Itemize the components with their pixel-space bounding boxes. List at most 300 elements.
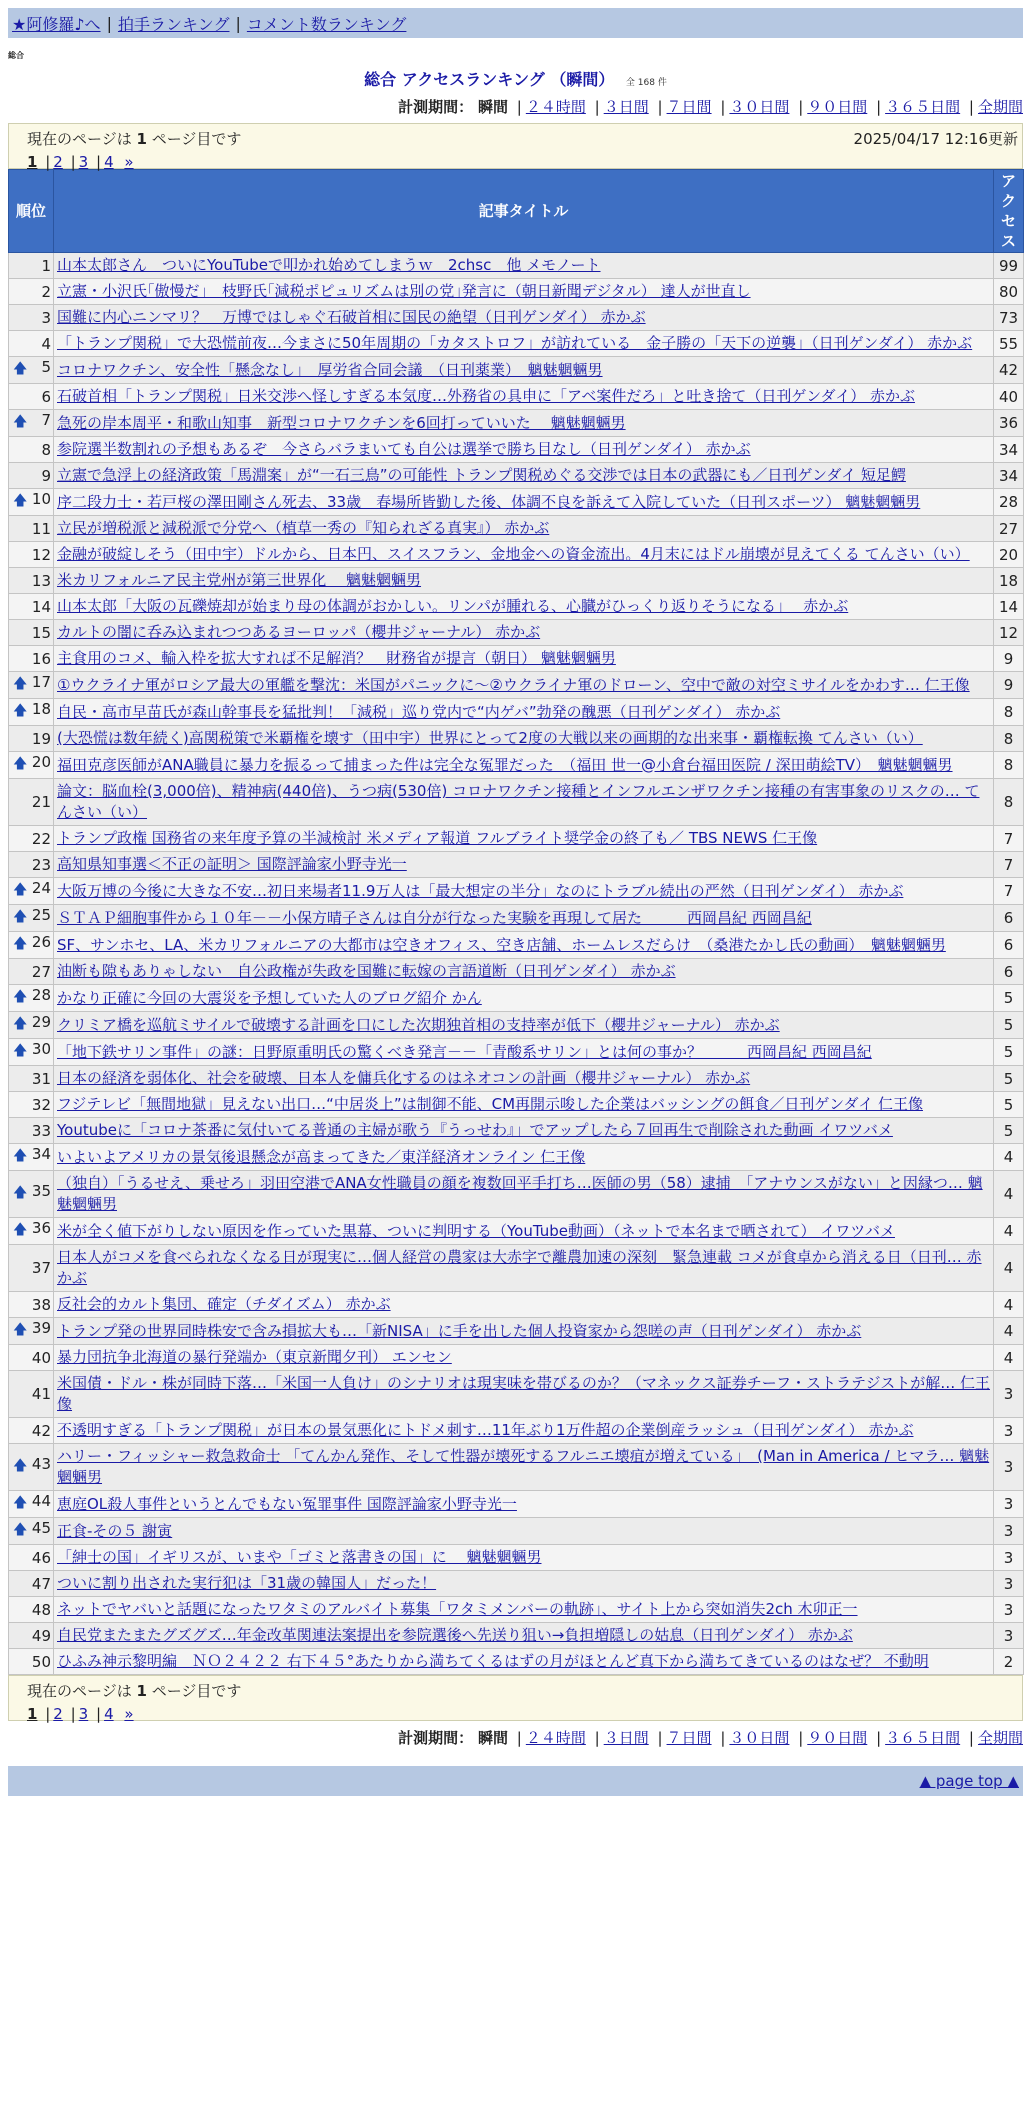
title-cell [54, 1444, 994, 1491]
table-row [9, 1649, 1024, 1675]
rank-number: 38 [31, 1295, 51, 1314]
access-count: 4 [994, 1245, 1024, 1292]
arrow-up-icon: 🡅 [13, 909, 28, 925]
page-links: 1 | 2 | 3 | 4 » [27, 1705, 134, 1723]
access-count: 20 [994, 542, 1024, 568]
rank-cell [9, 594, 54, 620]
page-info: 現在のページは 1 ページ目です [27, 1682, 242, 1700]
title-cell [54, 1245, 994, 1292]
access-count: 5 [994, 1066, 1024, 1092]
period-label: 計測期間： [398, 1729, 474, 1747]
rank-cell [9, 959, 54, 985]
page-title [0, 67, 1031, 90]
article-title-link[interactable]: 日本人がコメを食べられなくなる日が現実に…個人経営の農家は大赤字で離農加速の深刻 緊急連載 コメが食卓から消える日（日刊… 赤かぶ [57, 1248, 982, 1287]
rank-number: 28 [31, 986, 51, 1004]
rank-cell [9, 646, 54, 672]
arrow-up-icon: 🡅 [13, 1222, 28, 1238]
period-365d-link[interactable]: ３６５日間 [885, 98, 961, 116]
rank-cell [9, 779, 54, 826]
article-title-link[interactable]: 暴力団抗争北海道の暴行発端か（東京新聞夕刊） エンセン [57, 1348, 452, 1366]
rank-cell [9, 410, 54, 437]
access-count: 34 [994, 437, 1024, 463]
title-cell [54, 752, 994, 779]
rank-cell [9, 1545, 54, 1571]
rank-cell [9, 1371, 54, 1418]
rank-number: 41 [31, 1385, 51, 1403]
article-title-link[interactable]: カルトの闇に呑み込まれつつあるヨーロッパ（櫻井ジャーナル） 赤かぶ [57, 623, 541, 641]
rank-number: 15 [31, 623, 51, 642]
table-row [9, 1345, 1024, 1371]
rank-number: 23 [31, 855, 51, 874]
title-cell [54, 542, 994, 568]
rank-number: 30 [31, 1040, 51, 1058]
top-nav-comment-ranking-link[interactable]: コメント数ランキング [246, 14, 407, 34]
arrow-up-icon: 🡅 [13, 493, 28, 509]
period-90d-link[interactable]: ９０日間 [807, 98, 868, 116]
rank-cell [9, 1171, 54, 1218]
table-row [9, 699, 1024, 726]
arrow-up-icon: 🡅 [13, 882, 28, 898]
article-title-link[interactable]: 「紳士の国」イギリスが、いまや「ゴミと落書きの国」に 魑魅魍魎男 [57, 1548, 542, 1566]
table-row [9, 542, 1024, 568]
access-count: 6 [994, 959, 1024, 985]
table-row [9, 1012, 1024, 1039]
rank-cell [9, 279, 54, 305]
access-count: 3 [994, 1571, 1024, 1597]
table-row [9, 516, 1024, 542]
title-cell [54, 646, 994, 672]
article-title-link[interactable]: 急死の岸本周平・和歌山知事 新型コロナワクチンを6回打っていいた 魑魅魍魎男 [57, 413, 626, 432]
access-count: 73 [994, 305, 1024, 331]
rank-number: 24 [31, 879, 51, 897]
article-title-link[interactable]: SF、サンホセ、LA、米カリフォルニアの大都市は空きオフィス、空き店舗、ホームレスだらけ （桑港たかし氏の動画） 魑魅魍魎男 [57, 935, 946, 954]
access-count: 4 [994, 1218, 1024, 1245]
rank-cell [9, 542, 54, 568]
rank-cell [9, 1444, 54, 1491]
rank-cell [9, 1292, 54, 1318]
table-row [9, 672, 1024, 699]
table-row [9, 826, 1024, 852]
nav-separator: | [106, 13, 112, 33]
article-title-link[interactable]: 自民・高市早苗氏が森山幹事長を猛批判！「減税」巡り党内で“内ゲバ”勃発の醜悪（日刊ゲンダイ） 赤かぶ [57, 702, 781, 721]
rank-cell [9, 1571, 54, 1597]
article-title-link[interactable]: 国難に内心ニンマリ？ 万博ではしゃぐ石破首相に国民の絶望（日刊ゲンダイ） 赤かぶ [57, 308, 646, 326]
access-count: 3 [994, 1518, 1024, 1545]
access-count: 3 [994, 1545, 1024, 1571]
rank-number: 43 [31, 1455, 51, 1473]
access-count: 5 [994, 1039, 1024, 1066]
article-title-link[interactable]: 日本の経済を弱体化、社会を破壊、日本人を傭兵化するのはネオコンの計画（櫻井ジャーナル） 赤かぶ [57, 1069, 751, 1087]
rank-cell [9, 932, 54, 959]
article-title-link[interactable]: 油断も隙もありゃしない 自公政権が失政を国難に転嫁の言語道断（日刊ゲンダイ） 赤かぶ [57, 962, 676, 980]
table-row [9, 1491, 1024, 1518]
table-row [9, 1118, 1024, 1144]
article-title-link[interactable]: 米カリフォルニア民主党州が第三世界化 魑魅魍魎男 [57, 571, 422, 589]
rank-number: 45 [31, 1519, 51, 1537]
article-title-link[interactable]: 序二段力士・若戸桜の澤田剛さん死去、33歳 春場所皆勤した後、体調不良を訴えて入院していた（日刊スポーツ） 魑魅魍魎男 [57, 492, 921, 511]
title-cell [54, 1649, 994, 1675]
page-current: 1 [27, 1705, 38, 1723]
title-cell [54, 594, 994, 620]
rank-number: 1 [41, 256, 51, 275]
rank-cell [9, 620, 54, 646]
rank-number: 27 [31, 962, 51, 981]
table-row [9, 1371, 1024, 1418]
article-title-link[interactable]: 不透明すぎる「トランプ関税」が日本の景気悪化にトドメ刺す…11年ぶり1万件超の企業倒産ラッシュ（日刊ゲンダイ） 赤かぶ [57, 1421, 914, 1439]
article-title-link[interactable]: ハリー・フィッシャー救急救命士 「てんかん発作、そして性器が壊死するフルニエ壊疽が増えている」 (Man in America / ヒマラ… 魑魅魍魎男 [57, 1447, 990, 1486]
access-count: 42 [994, 357, 1024, 384]
arrow-up-icon: 🡅 [13, 414, 28, 430]
rank-cell [9, 1345, 54, 1371]
rank-number: 6 [41, 387, 51, 406]
access-count: 3 [994, 1597, 1024, 1623]
ranking-table [8, 169, 1024, 1675]
table-row [9, 410, 1024, 437]
rank-cell [9, 905, 54, 932]
period-7d-link[interactable]: ７日間 [666, 1729, 712, 1747]
access-count: 3 [994, 1491, 1024, 1518]
title-cell [54, 672, 994, 699]
article-title-link[interactable]: いよいよアメリカの景気後退懸念が高まってきた／東洋経済オンライン 仁王像 [57, 1147, 586, 1166]
access-count: 28 [994, 489, 1024, 516]
title-cell [54, 905, 994, 932]
article-title-link[interactable]: 金融が破綻しそう（田中宇）ドルから、日本円、スイスフラン、金地金への資金流出。4月末にはドル崩壊が見えてくる てんさい（い） [57, 545, 970, 563]
page-link-3[interactable]: 3 [78, 1705, 89, 1723]
table-row [9, 1518, 1024, 1545]
item-count: 全 168 件 [625, 78, 667, 88]
rank-cell [9, 826, 54, 852]
rank-number: 50 [31, 1652, 51, 1671]
table-row [9, 620, 1024, 646]
title-cell [54, 932, 994, 959]
page-top-link[interactable]: ▲ page top ▲ [919, 1772, 1019, 1790]
rank-number: 9 [41, 466, 51, 485]
article-title-link[interactable]: 反社会的カルト集団、確定（チダイズム） 赤かぶ [57, 1295, 391, 1313]
title-cell [54, 305, 994, 331]
article-title-link[interactable]: 恵庭OL殺人事件というとんでもない冤罪事件 国際評論家小野寺光一 [57, 1494, 517, 1513]
article-title-link[interactable]: ネットでヤバいと話題になったワタミのアルバイト募集「ワタミメンバーの軌跡」、サイト上から突如消失2ch 木卯正一 [57, 1600, 858, 1618]
page-link-3[interactable]: 3 [78, 153, 89, 171]
access-count: 6 [994, 932, 1024, 959]
rank-cell [9, 384, 54, 410]
table-row [9, 985, 1024, 1012]
rank-number: 48 [31, 1600, 51, 1619]
period-30d-link[interactable]: ３０日間 [729, 98, 790, 116]
rank-cell [9, 726, 54, 752]
title-cell [54, 331, 994, 357]
title-cell [54, 1292, 994, 1318]
table-row [9, 1597, 1024, 1623]
rank-number: 8 [41, 440, 51, 459]
rank-number: 39 [31, 1319, 51, 1337]
page-next-link[interactable]: » [124, 1705, 134, 1723]
header-access: アクセス [994, 170, 1024, 253]
article-title-link[interactable]: ＳＴＡＰ細胞事件から１０年－－小保方晴子さんは自分が行なった実験を再現して居た 西岡昌紀 西岡昌紀 [57, 908, 812, 927]
pager-top [8, 123, 1023, 169]
rank-number: 21 [31, 793, 51, 811]
access-count: 3 [994, 1623, 1024, 1649]
article-title-link[interactable]: 論文：脳血栓(3,000倍)、精神病(440倍)、うつ病(530倍) コロナワクチン接種とインフルエンザワクチン接種の有害事象のリスクの… てんさい（い） [57, 782, 980, 821]
access-count: 9 [994, 672, 1024, 699]
title-cell [54, 1491, 994, 1518]
rank-cell [9, 1318, 54, 1345]
article-title-link[interactable]: 正食-その５ 謝寅 [57, 1521, 173, 1540]
article-title-link[interactable]: トランプ政権 国務省の来年度予算の半減検討 米メディア報道 フルブライト奨学金の終了も／ TBS NEWS 仁王像 [57, 829, 818, 847]
page-link-2[interactable]: 2 [53, 1705, 63, 1723]
title-cell [54, 1418, 994, 1444]
access-count: 4 [994, 1318, 1024, 1345]
title-cell [54, 852, 994, 878]
period-3d-link[interactable]: ３日間 [603, 98, 649, 116]
article-title-link[interactable]: 立憲・小沢氏｢傲慢だ｣ 枝野氏｢減税ポピュリズムは別の党｣発言に（朝日新聞デジタル） 達人が世直し [57, 282, 751, 300]
title-cell [54, 1092, 994, 1118]
page-link-4[interactable]: 4 [104, 1705, 114, 1723]
title-cell [54, 1623, 994, 1649]
rank-cell [9, 752, 54, 779]
title-cell [54, 1039, 994, 1066]
category-label: 総合 [8, 51, 24, 60]
table-row [9, 594, 1024, 620]
title-cell [54, 1218, 994, 1245]
article-title-link[interactable]: 「トランプ関税」で大恐慌前夜…今まさに50年周期の「カタストロフ」が訪れている 金子勝の「天下の逆襲」（日刊ゲンダイ） 赤かぶ [57, 334, 973, 352]
rank-number: 13 [31, 571, 51, 590]
rank-number: 35 [31, 1182, 51, 1200]
rank-number: 44 [31, 1492, 51, 1510]
access-count: 5 [994, 1118, 1024, 1144]
article-title-link[interactable]: クリミア橋を巡航ミサイルで破壊する計画を口にした次期独首相の支持率が低下（櫻井ジャーナル） 赤かぶ [57, 1015, 780, 1034]
rank-number: 14 [31, 597, 51, 616]
access-count: 4 [994, 1345, 1024, 1371]
article-title-link[interactable]: トランプ発の世界同時株安で含み損拡大も…「新NISA」に手を出した個人投資家から怨嗟の声（日刊ゲンダイ） 赤かぶ [57, 1321, 862, 1340]
rank-cell [9, 489, 54, 516]
access-count: 40 [994, 384, 1024, 410]
table-row [9, 646, 1024, 672]
access-count: 55 [994, 331, 1024, 357]
arrow-up-icon: 🡅 [13, 989, 28, 1005]
rank-cell [9, 357, 54, 384]
article-title-link[interactable]: 「地下鉄サリン事件」の謎：日野原重明氏の驚くべき発言－－「青酸系サリン」とは何の事か？ 西岡昌紀 西岡昌紀 [57, 1042, 872, 1061]
table-row [9, 959, 1024, 985]
access-count: 8 [994, 752, 1024, 779]
rank-cell [9, 516, 54, 542]
period-30d-link[interactable]: ３０日間 [729, 1729, 790, 1747]
rank-number: 2 [41, 282, 51, 301]
access-count: 3 [994, 1418, 1024, 1444]
rank-cell [9, 1418, 54, 1444]
article-title-link[interactable]: （独自）「うるせえ、乗せろ」羽田空港でANA女性職員の顔を複数回平手打ち…医師の男（58）逮捕 「アナウンスがない」と因縁つ… 魑魅魍魎男 [57, 1174, 983, 1213]
arrow-up-icon: 🡅 [13, 1495, 28, 1511]
rank-number: 25 [31, 906, 51, 924]
rank-number: 19 [31, 729, 51, 748]
table-row [9, 489, 1024, 516]
table-row [9, 305, 1024, 331]
rank-cell [9, 1039, 54, 1066]
access-count: 5 [994, 985, 1024, 1012]
access-count: 6 [994, 905, 1024, 932]
title-cell [54, 620, 994, 646]
pager-bottom [8, 1675, 1023, 1721]
title-cell [54, 410, 994, 437]
rank-number: 37 [31, 1259, 51, 1277]
rank-number: 10 [31, 490, 51, 508]
ranking-title: 総合 アクセスランキング （瞬間） [364, 70, 615, 89]
article-title-link[interactable]: Youtubeに「コロナ茶番に気付いてる普通の主婦が歌う『うっせわ』」でアップしたら７回再生で削除された動画 イワツバメ [57, 1121, 893, 1139]
period-24h-link[interactable]: ２４時間 [525, 1729, 586, 1747]
article-title-link[interactable]: 高知県知事選＜不正の証明＞ 国際評論家小野寺光一 [57, 855, 407, 873]
arrow-up-icon: 🡅 [13, 703, 28, 719]
rank-number: 4 [41, 334, 51, 353]
table-row [9, 1418, 1024, 1444]
rank-cell [9, 1597, 54, 1623]
arrow-up-icon: 🡅 [13, 1043, 28, 1059]
table-row [9, 1545, 1024, 1571]
arrow-up-icon: 🡅 [13, 1148, 28, 1164]
period-90d-link[interactable]: ９０日間 [807, 1729, 868, 1747]
table-row [9, 331, 1024, 357]
rank-number: 20 [31, 753, 51, 771]
article-title-link[interactable]: 福田克彦医師がANA職員に暴力を振るって捕まった件は完全な冤罪だった （福田 世一@小倉台福田医院 / 深田萌絵TV） 魑魅魍魎男 [57, 755, 953, 774]
access-count: 34 [994, 463, 1024, 489]
header-title: 記事タイトル [54, 170, 994, 253]
access-count: 18 [994, 568, 1024, 594]
period-all-link[interactable]: 全期間 [977, 98, 1023, 116]
article-title-link[interactable]: 参院選半数割れの予想もあるぞ 今さらバラまいても自公は選挙で勝ち目なし（日刊ゲンダイ） 赤かぶ [57, 440, 751, 458]
period-24h-link[interactable]: ２４時間 [525, 98, 586, 116]
article-title-link[interactable]: 自民党またまたグズグズ…年金改革関連法案提出を参院選後へ先送り狙い→負担増隠しの姑息（日刊ゲンダイ） 赤かぶ [57, 1626, 853, 1644]
access-count: 3 [994, 1444, 1024, 1491]
arrow-up-icon: 🡅 [13, 676, 28, 692]
rank-cell [9, 1092, 54, 1118]
arrow-up-icon: 🡅 [13, 1185, 28, 1201]
table-row [9, 1318, 1024, 1345]
table-row [9, 437, 1024, 463]
title-cell [54, 253, 994, 279]
rank-number: 22 [31, 829, 51, 848]
page-link-2[interactable]: 2 [53, 153, 63, 171]
table-row [9, 1039, 1024, 1066]
rank-number: 36 [31, 1219, 51, 1237]
access-count: 99 [994, 253, 1024, 279]
page-links: 1 | 2 | 3 | 4 » [27, 153, 134, 171]
table-row [9, 568, 1024, 594]
rank-cell [9, 463, 54, 489]
article-title-link[interactable]: 石破首相「トランプ関税」日米交渉へ怪しすぎる本気度…外務省の具申に「アベ案件だろ」と吐き捨て（日刊ゲンダイ） 赤かぶ [57, 387, 915, 405]
table-row [9, 878, 1024, 905]
title-cell [54, 437, 994, 463]
title-cell [54, 1571, 994, 1597]
article-title-link[interactable]: フジテレビ「無間地獄」見えない出口…“中居炎上”は制御不能、CM再開示唆した企業はバッシングの餌食／日刊ゲンダイ 仁王像 [57, 1095, 923, 1113]
period-365d-link[interactable]: ３６５日間 [885, 1729, 961, 1747]
arrow-up-icon: 🡅 [13, 1522, 28, 1538]
table-row [9, 1444, 1024, 1491]
table-row [9, 1292, 1024, 1318]
table-row [9, 1092, 1024, 1118]
arrow-up-icon: 🡅 [13, 1322, 28, 1338]
table-row [9, 1171, 1024, 1218]
title-cell [54, 1171, 994, 1218]
rank-cell [9, 437, 54, 463]
rank-cell [9, 253, 54, 279]
access-count: 5 [994, 1092, 1024, 1118]
article-title-link[interactable]: コロナワクチン、安全性「懸念なし」 厚労省合同会議 （日刊薬業） 魑魅魍魎男 [57, 360, 603, 379]
page-next-link[interactable]: » [124, 153, 134, 171]
title-cell [54, 489, 994, 516]
article-title-link[interactable]: 山本太郎「大阪の瓦礫焼却が始まり母の体調がおかしい。リンパが腫れる、心臓がひっくり返りそうになる」 赤かぶ [57, 597, 849, 615]
ranking-rows [9, 253, 1024, 1675]
access-count: 4 [994, 1292, 1024, 1318]
article-title-link[interactable]: 米国債・ドル・株が同時下落…「米国一人負け」のシナリオは現実味を帯びるのか？（マネックス証券チーフ・ストラテジストが解… 仁王像 [57, 1374, 990, 1413]
title-cell [54, 1118, 994, 1144]
access-count: 7 [994, 826, 1024, 852]
article-title-link[interactable]: かなり正確に今回の大震災を予想していた人のブログ紹介 かん [57, 988, 482, 1007]
table-row [9, 1571, 1024, 1597]
rank-number: 40 [31, 1348, 51, 1367]
rank-number: 29 [31, 1013, 51, 1031]
rank-number: 32 [31, 1095, 51, 1114]
rank-number: 31 [31, 1069, 51, 1088]
table-row [9, 1623, 1024, 1649]
article-title-link[interactable]: 立民が増税派と減税派で分党へ（植草一秀の『知られざる真実』） 赤かぶ [57, 519, 550, 537]
table-row [9, 253, 1024, 279]
title-cell [54, 699, 994, 726]
article-title-link[interactable]: 立憲で急浮上の経済政策「馬淵案」が“一石三鳥”の可能性 トランプ関税めぐる交渉では日本の武器にも／日刊ゲンダイ 短足鰐 [57, 466, 906, 484]
article-title-link[interactable]: 米が全く値下がりしない原因を作っていた黒幕、ついに判明する（YouTube動画）（ネットで本名まで晒されて） イワツバメ [57, 1221, 895, 1240]
rank-number: 11 [31, 519, 51, 538]
rank-number: 16 [31, 649, 51, 668]
article-title-link[interactable]: (大恐慌は数年続く)高関税策で米覇権を壊す（田中宇）世界にとって2度の大戦以来の画期的な出来事・覇権転換 てんさい（い） [57, 729, 923, 747]
table-row [9, 1066, 1024, 1092]
updated-timestamp: 2025/04/17 12:16更新 [853, 130, 1018, 148]
article-title-link[interactable]: 大阪万博の今後に大きな不安…初日来場者11.9万人は「最大想定の半分」なのにトラブル続出の严然（日刊ゲンダイ） 赤かぶ [57, 881, 904, 900]
title-cell [54, 726, 994, 752]
title-cell [54, 1597, 994, 1623]
title-cell [54, 826, 994, 852]
access-count: 4 [994, 1171, 1024, 1218]
rank-number: 12 [31, 545, 51, 564]
period-all-link[interactable]: 全期間 [977, 1729, 1023, 1747]
period-3d-link[interactable]: ３日間 [603, 1729, 649, 1747]
arrow-up-icon: 🡅 [13, 756, 28, 772]
access-count: 14 [994, 594, 1024, 620]
article-title-link[interactable]: ついに割り出された実行犯は「31歳の韓国人」だった！ [57, 1574, 437, 1592]
article-title-link[interactable]: ①ウクライナ軍がロシア最大の軍艦を撃沈：米国がパニックに～②ウクライナ軍のドローン、空中で敵の対空ミサイルをかわす… 仁王像 [57, 675, 970, 694]
access-count: 27 [994, 516, 1024, 542]
period-7d-link[interactable]: ７日間 [666, 98, 712, 116]
access-count: 7 [994, 878, 1024, 905]
top-nav-applause-ranking-link[interactable]: 拍手ランキング [117, 14, 230, 34]
rank-cell [9, 1066, 54, 1092]
rank-cell [9, 1218, 54, 1245]
rank-cell [9, 1623, 54, 1649]
page-link-4[interactable]: 4 [104, 153, 114, 171]
article-title-link[interactable]: ひふみ神示黎明編 ＮＯ２４２２ 右下４５°あたりから満ちてくるはずの月がほとんど真下から満ちてきているのはなぜ？ 不動明 [57, 1652, 929, 1670]
rank-number: 49 [31, 1626, 51, 1645]
access-count: 8 [994, 779, 1024, 826]
title-cell [54, 516, 994, 542]
arrow-up-icon: 🡅 [13, 1016, 28, 1032]
title-cell [54, 959, 994, 985]
rank-cell [9, 331, 54, 357]
top-nav-home-link[interactable]: ★阿修羅♪へ [12, 14, 101, 34]
article-title-link[interactable]: 主食用のコメ、輸入枠を拡大すれば不足解消？ 財務省が提言（朝日） 魑魅魍魎男 [57, 649, 616, 667]
title-cell [54, 985, 994, 1012]
rank-number: 34 [31, 1145, 51, 1163]
period-current: 瞬間 [477, 1729, 508, 1747]
table-row [9, 932, 1024, 959]
rank-number: 46 [31, 1548, 51, 1567]
article-title-link[interactable]: 山本太郎さん ついにYouTubeで叩かれ始めてしまうｗ 2chsc 他 メモノート [57, 256, 601, 274]
table-row [9, 1245, 1024, 1292]
